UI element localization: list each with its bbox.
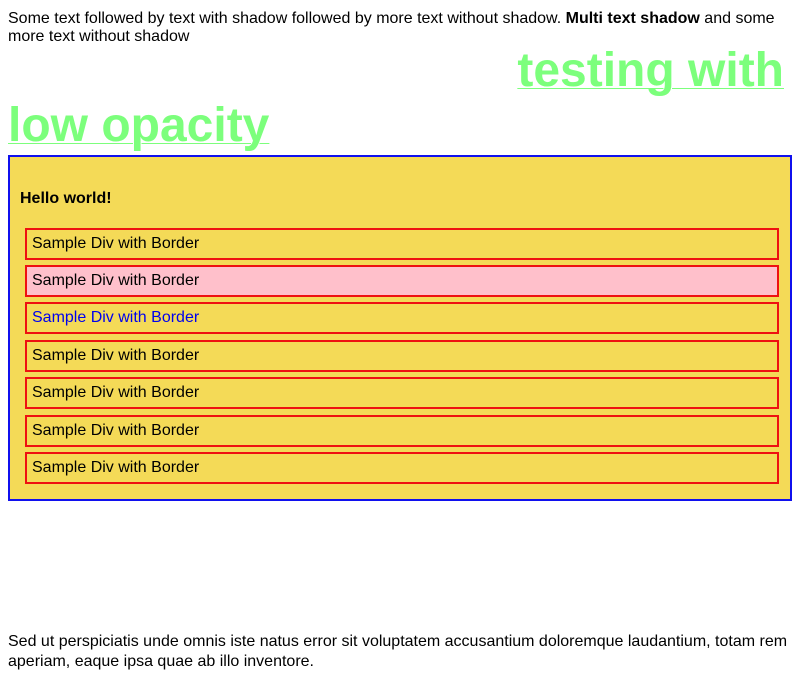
intro-text-part2: and some more text without shadow [8,10,775,45]
sample-div-5: Sample Div with Border [25,377,779,409]
sample-div-3: Sample Div with Border [25,302,779,334]
intro-paragraph [8,10,792,46]
headline-line-1: testing with [517,44,784,97]
sample-div-2: Sample Div with Border [25,265,779,297]
footer-paragraph: Sed ut perspiciatis unde omnis iste natus error sit voluptatem accusantium doloremque laudantium, totam rem aperiam, eaque ipsa quae ab illo inventore. [8,633,788,670]
sample-div-7: Sample Div with Border [25,452,779,484]
panel-title: Hello world! [20,190,112,207]
yellow-panel [8,155,792,501]
sample-div-4: Sample Div with Border [25,340,779,372]
intro-text-part1: Some text followed by text with shadow followed by more text without shadow. [8,10,566,27]
headline-line-2: low opacity [8,99,270,152]
sample-div-6: Sample Div with Border [25,415,779,447]
intro-bold-text: Multi text shadow [565,10,700,27]
sample-div-1: Sample Div with Border [25,228,779,260]
